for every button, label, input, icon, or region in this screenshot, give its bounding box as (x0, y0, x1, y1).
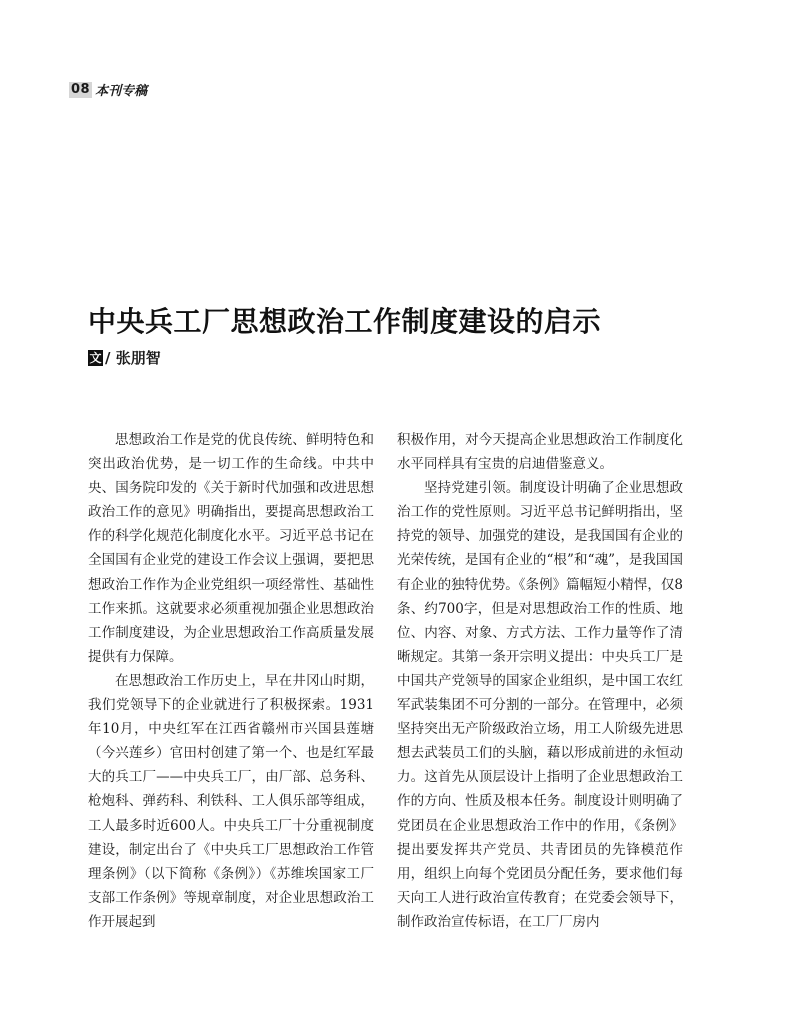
paragraph: 思想政治工作是党的优良传统、鲜明特色和突出政治优势，是一切工作的生命线。中共中央、国务院印发的《关于新时代加强和改进思想政治工作的意见》明确指出，要提高思想政治工作的科学化规范化制度化水平。习近平总书记在全国国有企业党的建设工作会议上强调，要把思想政治工作作为企业党组织一项经常性、基础性工作来抓。这就要求必须重视加强企业思想政治工作制度建设，为企业思想政治工作高质量发展提供有力保障。 (88, 432, 374, 665)
section-title: 本刊专稿 (95, 84, 148, 99)
running-header (69, 80, 147, 99)
paragraph: 在思想政治工作历史上，早在井冈山时期，我们党领导下的企业就进行了积极探索。1931年10月，中央红军在江西省赣州市兴国县莲塘（今兴莲乡）官田村创建了第一个、也是红军最大的兵工厂——中央兵工厂，由厂部、总务科、枪炮科、弹药科、利铁科、工人俱乐部等组成，工人最多时近600人。中央兵工厂十分重视制度建设，制定出台了《中央兵工厂思想政治工作管理条例》（以下简称《条例》）《苏维埃国家工厂支部工作条例》等规章制度，对企业思想政治工作开展起到 (88, 672, 374, 930)
byline-mark: 文 (89, 350, 102, 365)
paragraph: 坚持党建引领。制度设计明确了企业思想政治工作的党性原则。习近平总书记鲜明指出，坚持党的领导、加强党的建设，是我国国有企业的光荣传统，是国有企业的“根”和“魂”，是我国国有企业的独特优势。《条例》篇幅短小精悍，仅8条、约700字，但是对思想政治工作的性质、地位、内容、对象、方式方法、工作力量等作了清晰规定。其第一条开宗明义提出：中央兵工厂是中国共产党领导的国家企业组织，是中国工农红军武装集团不可分割的一部分。在管理中，必须坚持突出无产阶级政治立场，用工人阶级先进思想去武装员工们的头脑，藉以形成前进的永恒动力。这首先从顶层设计上指明了企业思想政治工作的方向、性质及根本任务。制度设计则明确了党团员在企业思想政治工作中的作用，《条例》提出要发挥共产党员、共青团员的先锋模范作用，组织上向每个党团员分配任务，要求他们每天向工人进行政治宣传教育；在党委会领导下，制作政治宣传标语，在工厂厂房内 (397, 480, 683, 930)
article-title: 中央兵工厂思想政治工作制度建设的启示 (88, 305, 602, 338)
author-name: / 张朋智 (105, 349, 161, 367)
body-column-left (88, 428, 374, 934)
page-number: 08 (71, 81, 91, 97)
byline (88, 347, 161, 368)
paragraph-continued: 积极作用，对今天提高企业思想政治工作制度化水平同样具有宝贵的启迪借鉴意义。 (397, 432, 683, 473)
body-column-right (397, 428, 683, 934)
